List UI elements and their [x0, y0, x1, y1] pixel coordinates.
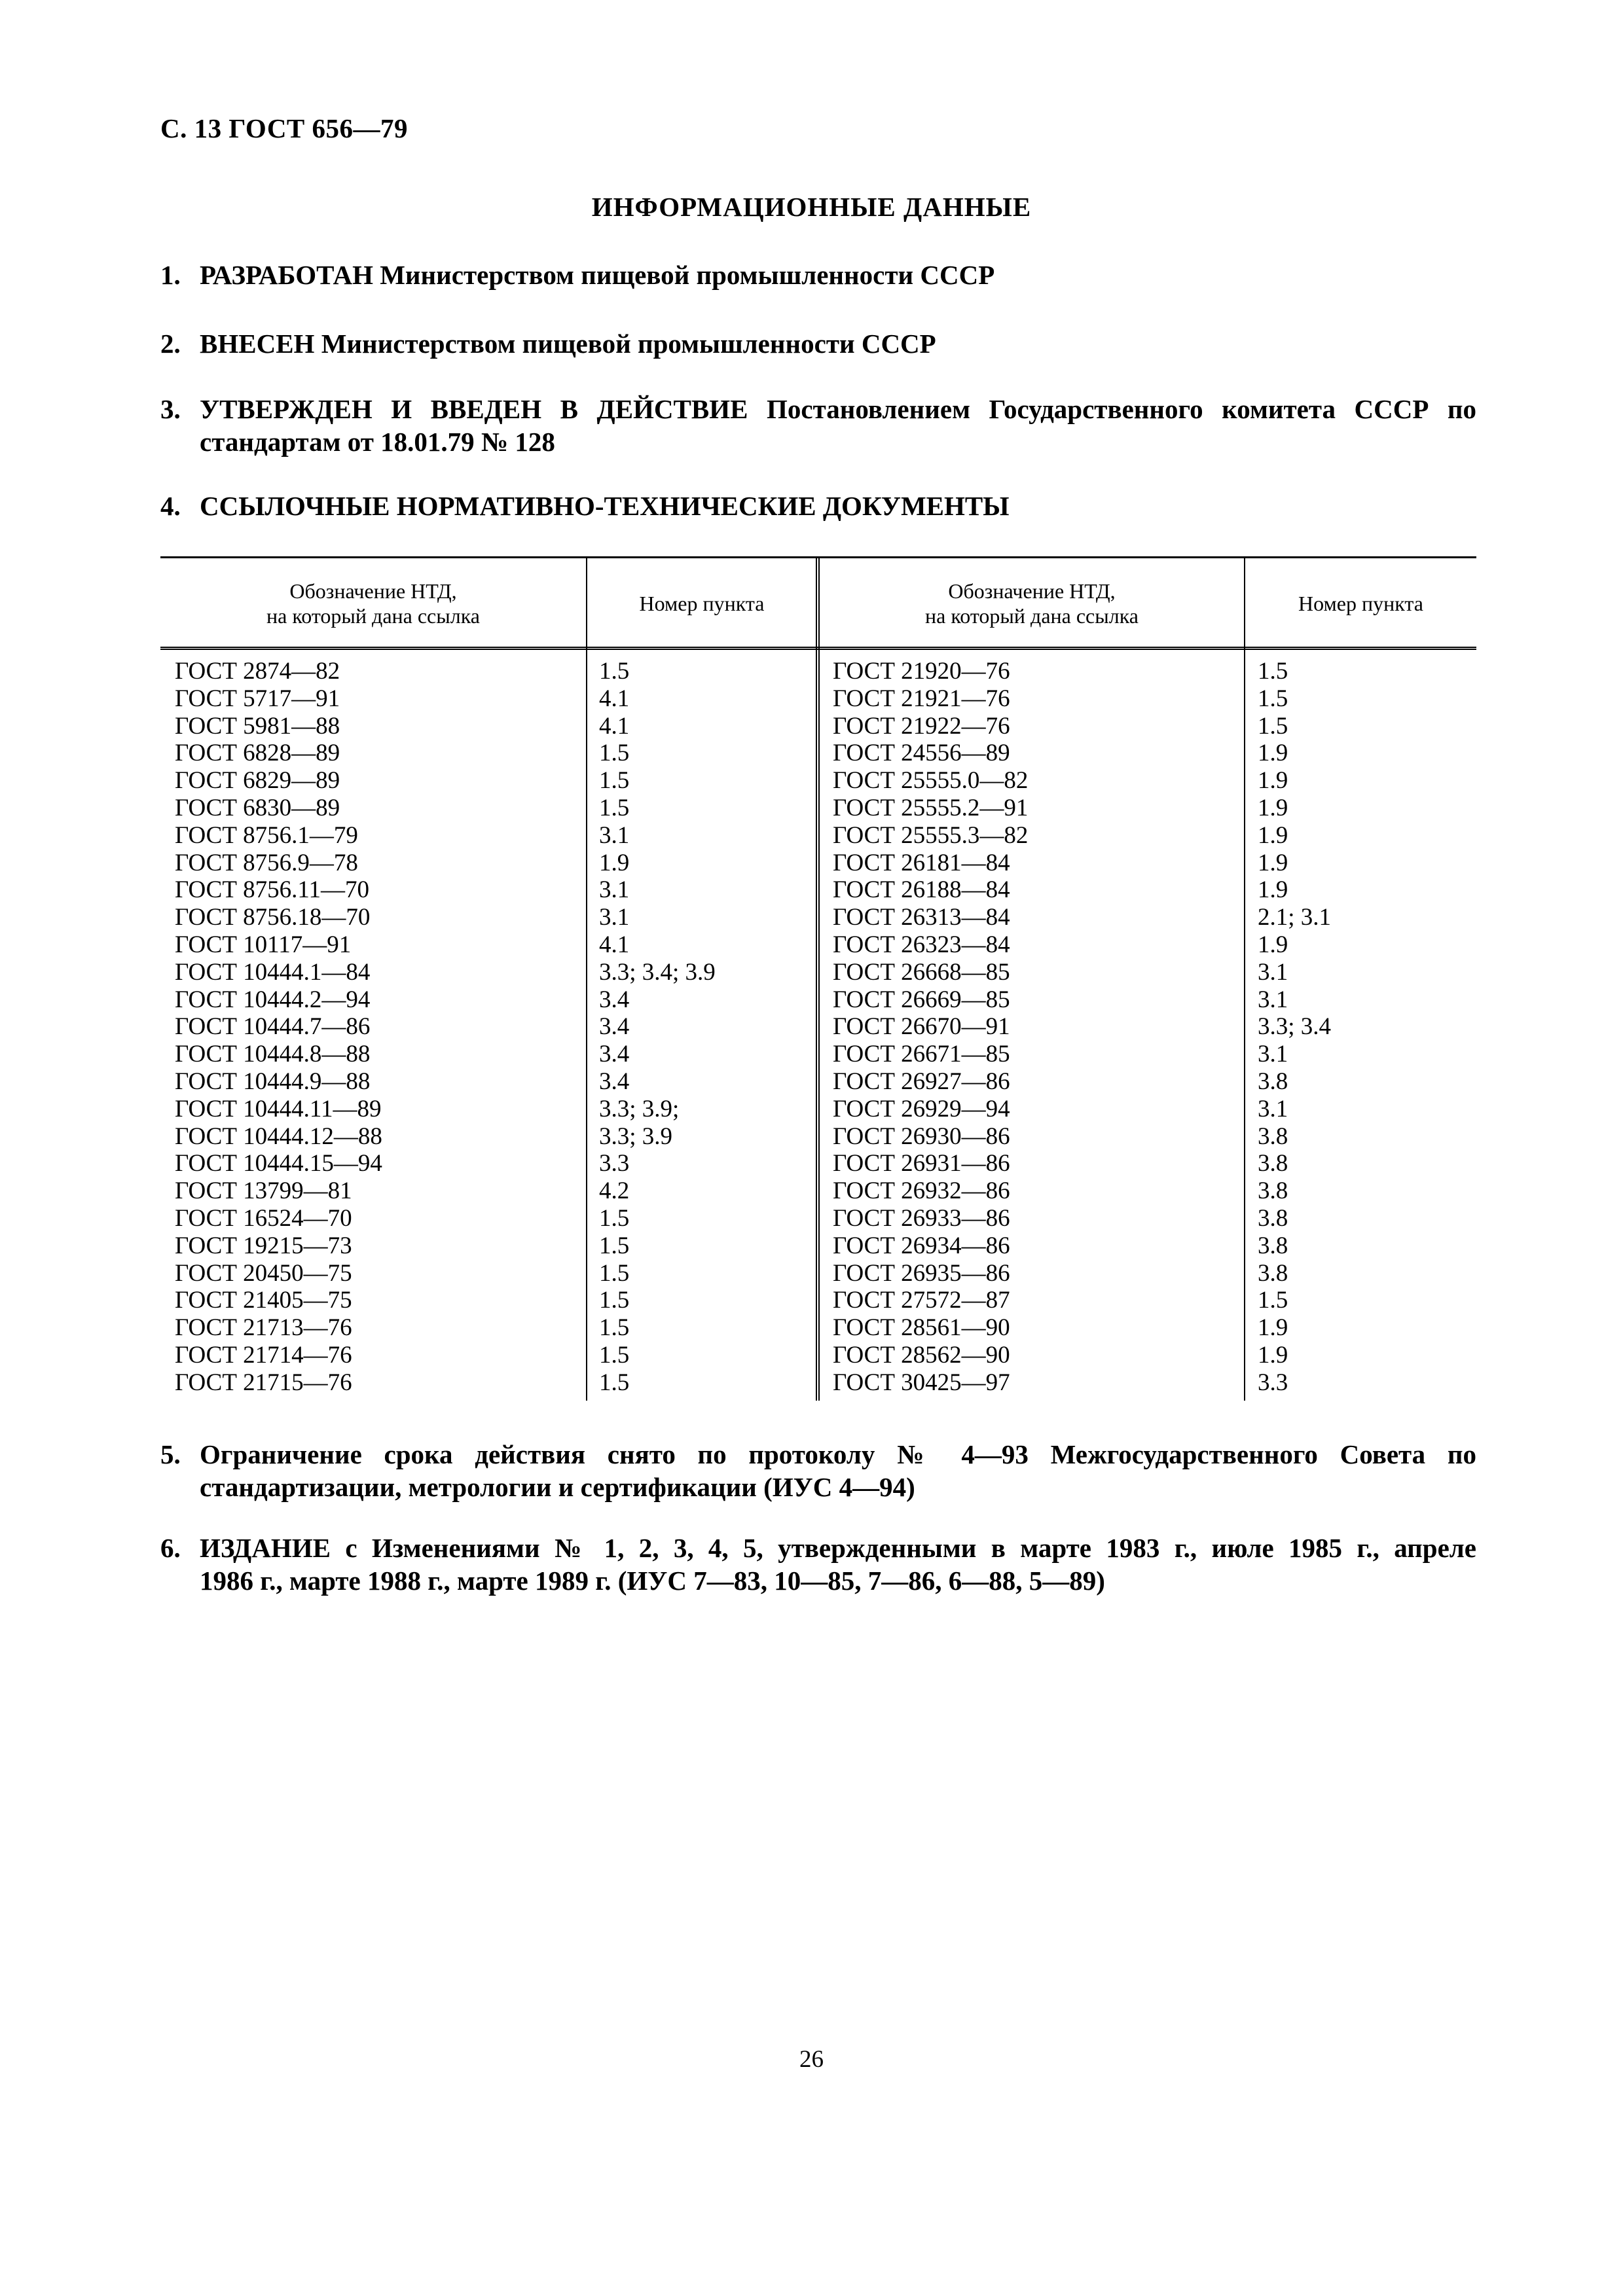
info-item-1: [160, 259, 1476, 291]
table-cell-doc: ГОСТ 10444.9—88: [175, 1067, 371, 1095]
table-cell-doc: ГОСТ 10444.8—88: [175, 1041, 371, 1068]
table-cell-doc: ГОСТ 6829—89: [175, 767, 340, 795]
table-cell-point: 3.3; 3.4; 3.9: [599, 958, 716, 986]
table-cell-point: 4.1: [599, 712, 630, 740]
table-cell-point: 3.4: [599, 1041, 630, 1068]
table-cell-point: 3.4: [599, 1013, 630, 1041]
column-divider: [586, 556, 587, 1401]
item-text: Министерством пищевой промышленности СССР: [321, 329, 936, 359]
column-left-docs: [175, 658, 382, 1397]
table-cell-doc: ГОСТ 8756.18—70: [175, 904, 371, 931]
item-number: 6.: [160, 1533, 181, 1563]
item-number: 3.: [160, 394, 181, 424]
table-cell-point: 2.1; 3.1: [1258, 904, 1332, 931]
table-cell-doc: ГОСТ 26932—86: [833, 1177, 1010, 1205]
table-cell-point: 1.9: [1258, 740, 1288, 767]
table-cell-doc: ГОСТ 20450—75: [175, 1259, 352, 1287]
table-cell-doc: ГОСТ 21713—76: [175, 1314, 352, 1342]
table-cell-point: 1.9: [1258, 1341, 1288, 1369]
item-number: 4.: [160, 491, 181, 521]
info-item-6: [160, 1532, 1476, 1597]
item-number: 5.: [160, 1439, 181, 1469]
table-cell-point: 1.5: [1258, 1287, 1288, 1314]
item-text: Постановлением Государственного комитета СССР по: [767, 394, 1476, 424]
table-cell-point: 1.9: [1258, 849, 1288, 876]
table-cell-point: 4.1: [599, 685, 630, 712]
column-divider-double: [816, 556, 820, 1401]
table-cell-point: 3.8: [1258, 1204, 1288, 1232]
table-cell-point: 1.5: [599, 1369, 630, 1396]
table-cell-point: 3.8: [1258, 1067, 1288, 1095]
table-cell-point: 3.8: [1258, 1122, 1288, 1150]
item-number: 2.: [160, 329, 181, 359]
table-cell-doc: ГОСТ 26669—85: [833, 986, 1010, 1013]
table-cell-doc: ГОСТ 26323—84: [833, 931, 1010, 958]
section-title: ИНФОРМАЦИОННЫЕ ДАННЫЕ: [591, 192, 1032, 222]
table-cell-point: 3.1: [599, 876, 630, 904]
table-cell-doc: ГОСТ 26934—86: [833, 1232, 1010, 1259]
table-cell-doc: ГОСТ 26927—86: [833, 1067, 1010, 1095]
table-cell-doc: ГОСТ 10444.11—89: [175, 1095, 382, 1122]
table-cell-doc: ГОСТ 26313—84: [833, 904, 1010, 931]
table-cell-doc: ГОСТ 21920—76: [833, 658, 1010, 685]
table-cell-doc: ГОСТ 28561—90: [833, 1314, 1010, 1342]
header-ntd-left: Обозначение НТД, на который дана ссылка: [266, 579, 480, 628]
table-cell-doc: ГОСТ 26931—86: [833, 1150, 1010, 1177]
table-cell-point: 3.3; 3.9: [599, 1122, 673, 1150]
table-cell-doc: ГОСТ 25555.3—82: [833, 821, 1029, 849]
table-cell-point: 1.5: [599, 1232, 630, 1259]
table-cell-doc: ГОСТ 26929—94: [833, 1095, 1010, 1122]
table-cell-doc: ГОСТ 16524—70: [175, 1204, 352, 1232]
table-cell-point: 1.5: [1258, 685, 1288, 712]
table-cell-doc: ГОСТ 5717—91: [175, 685, 340, 712]
table-cell-doc: ГОСТ 19215—73: [175, 1232, 352, 1259]
table-cell-point: 3.1: [1258, 958, 1288, 986]
table-cell-doc: ГОСТ 21921—76: [833, 685, 1010, 712]
table-cell-doc: ГОСТ 21715—76: [175, 1369, 352, 1396]
table-cell-doc: ГОСТ 10444.12—88: [175, 1122, 382, 1150]
item-text-line2: стандартам от 18.01.79 № 128: [200, 427, 555, 457]
item-lead: ВНЕСЕН: [200, 329, 315, 359]
table-cell-point: 1.5: [599, 1204, 630, 1232]
item-text-line2: 1986 г., марте 1988 г., марте 1989 г. (ИУС 7—83, 10—85, 7—86, 6—88, 5—89): [200, 1566, 1105, 1596]
table-cell-doc: ГОСТ 8756.1—79: [175, 821, 358, 849]
table-cell-doc: ГОСТ 10117—91: [175, 931, 352, 958]
table-cell-point: 1.9: [1258, 931, 1288, 958]
table-cell-point: 1.5: [1258, 712, 1288, 740]
table-cell-point: 3.1: [599, 904, 630, 931]
item-lead: УТВЕРЖДЕН И ВВЕДЕН В ДЕЙСТВИЕ: [200, 394, 748, 424]
table-cell-doc: ГОСТ 2874—82: [175, 658, 340, 685]
item-text: с Изменениями № 1, 2, 3, 4, 5, утвержденными в марте 1983 г., июле 1985 г., апреле: [345, 1533, 1477, 1563]
table-cell-point: 3.8: [1258, 1259, 1288, 1287]
table-cell-doc: ГОСТ 26671—85: [833, 1041, 1010, 1068]
table-cell-point: 3.3; 3.4: [1258, 1013, 1332, 1041]
table-cell-doc: ГОСТ 21922—76: [833, 712, 1010, 740]
table-cell-point: 3.4: [599, 1067, 630, 1095]
info-item-5: [160, 1438, 1476, 1503]
item-text: Министерством пищевой промышленности СССР: [380, 260, 995, 290]
info-item-4: [160, 490, 1476, 522]
table-cell-point: 1.5: [599, 1314, 630, 1342]
header-point-right: Номер пункта: [1298, 592, 1423, 615]
info-item-2: [160, 327, 1476, 360]
table-cell-doc: ГОСТ 10444.15—94: [175, 1150, 382, 1177]
table-cell-doc: ГОСТ 24556—89: [833, 740, 1010, 767]
table-cell-doc: ГОСТ 8756.11—70: [175, 876, 370, 904]
table-cell-doc: ГОСТ 27572—87: [833, 1287, 1010, 1314]
table-cell-point: 1.9: [1258, 767, 1288, 795]
table-cell-point: 3.1: [599, 821, 630, 849]
item-text-line2: стандартизации, метрологии и сертификации (ИУС 4—94): [200, 1472, 915, 1502]
column-right-docs: [833, 658, 1028, 1397]
table-cell-point: 1.5: [599, 767, 630, 795]
table-cell-doc: ГОСТ 26930—86: [833, 1122, 1010, 1150]
info-item-3: [160, 393, 1476, 458]
table-cell-point: 3.3: [599, 1150, 630, 1177]
table-cell-point: 1.5: [1258, 658, 1288, 685]
table-cell-point: 1.9: [1258, 821, 1288, 849]
table-cell-doc: ГОСТ 26181—84: [833, 849, 1010, 876]
table-cell-point: 3.8: [1258, 1150, 1288, 1177]
table-cell-point: 3.4: [599, 986, 630, 1013]
header-point-left: Номер пункта: [639, 592, 765, 615]
table-cell-doc: ГОСТ 5981—88: [175, 712, 340, 740]
table-cell-doc: ГОСТ 30425—97: [833, 1369, 1010, 1396]
table-cell-point: 4.1: [599, 931, 630, 958]
table-cell-point: 3.1: [1258, 1095, 1288, 1122]
table-cell-point: 3.8: [1258, 1177, 1288, 1205]
table-cell-doc: ГОСТ 10444.1—84: [175, 958, 371, 986]
table-cell-point: 1.9: [1258, 1314, 1288, 1342]
table-cell-point: 3.1: [1258, 986, 1288, 1013]
references-table: [160, 556, 1476, 1401]
table-cell-point: 3.8: [1258, 1232, 1288, 1259]
table-cell-point: 3.1: [1258, 1041, 1288, 1068]
table-cell-doc: ГОСТ 21714—76: [175, 1341, 352, 1369]
table-cell-point: 4.2: [599, 1177, 630, 1205]
table-cell-point: 3.3: [1258, 1369, 1288, 1396]
table-cell-doc: ГОСТ 21405—75: [175, 1287, 352, 1314]
item-lead: ИЗДАНИЕ: [200, 1533, 331, 1563]
table-cell-point: 1.9: [599, 849, 630, 876]
table-cell-doc: ГОСТ 10444.7—86: [175, 1013, 371, 1041]
item-lead: ССЫЛОЧНЫЕ НОРМАТИВНО-ТЕХНИЧЕСКИЕ ДОКУМЕНТЫ: [200, 491, 1010, 521]
item-lead: РАЗРАБОТАН: [200, 260, 373, 290]
column-right-points: [1258, 658, 1331, 1397]
page-header: С. 13 ГОСТ 656—79: [160, 113, 409, 143]
page-number: 26: [799, 2046, 824, 2073]
item-number: 1.: [160, 260, 181, 290]
column-left-points: [599, 658, 716, 1397]
header-ntd-right: Обозначение НТД, на который дана ссылка: [925, 579, 1139, 628]
table-cell-point: 1.5: [599, 658, 630, 685]
table-cell-point: 1.9: [1258, 876, 1288, 904]
table-cell-point: 1.5: [599, 794, 630, 821]
table-cell-point: 1.5: [599, 1341, 630, 1369]
table-cell-doc: ГОСТ 26933—86: [833, 1204, 1010, 1232]
table-cell-doc: ГОСТ 26188—84: [833, 876, 1010, 904]
table-cell-doc: ГОСТ 28562—90: [833, 1341, 1010, 1369]
table-cell-doc: ГОСТ 10444.2—94: [175, 986, 371, 1013]
table-cell-point: 1.5: [599, 1259, 630, 1287]
table-cell-doc: ГОСТ 13799—81: [175, 1177, 352, 1205]
item-text: Ограничение срока действия снято по протоколу № 4—93 Межгосударственного Совета по: [200, 1439, 1476, 1469]
table-cell-doc: ГОСТ 6828—89: [175, 740, 340, 767]
table-cell-doc: ГОСТ 8756.9—78: [175, 849, 358, 876]
table-cell-doc: ГОСТ 6830—89: [175, 794, 340, 821]
table-cell-point: 1.9: [1258, 794, 1288, 821]
table-cell-doc: ГОСТ 26668—85: [833, 958, 1010, 986]
table-cell-point: 1.5: [599, 1287, 630, 1314]
table-cell-doc: ГОСТ 25555.2—91: [833, 794, 1029, 821]
table-cell-point: 1.5: [599, 740, 630, 767]
table-cell-doc: ГОСТ 26935—86: [833, 1259, 1010, 1287]
table-cell-doc: ГОСТ 26670—91: [833, 1013, 1010, 1041]
column-divider: [1244, 556, 1245, 1401]
table-cell-point: 3.3; 3.9;: [599, 1095, 680, 1122]
table-cell-doc: ГОСТ 25555.0—82: [833, 767, 1029, 795]
